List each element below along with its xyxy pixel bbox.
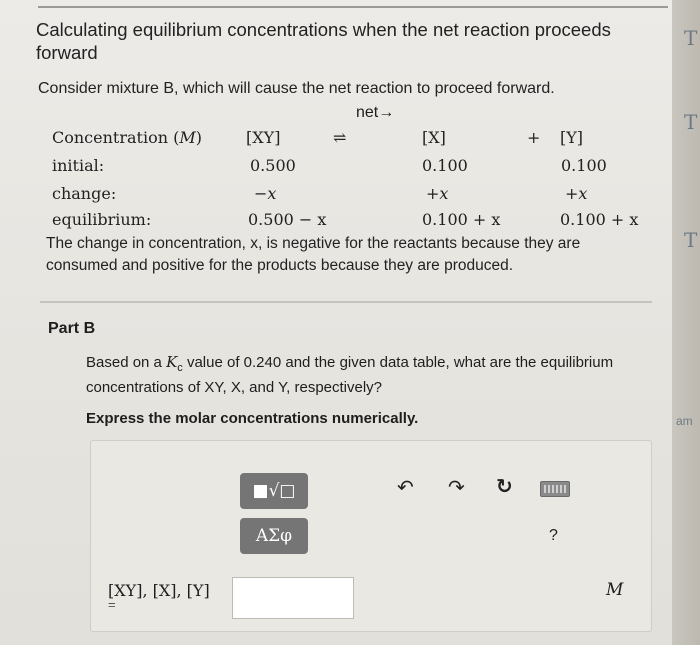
- row-label: change:: [52, 184, 117, 203]
- adjacent-window-strip: [672, 0, 700, 645]
- reset-icon[interactable]: ↻: [496, 476, 513, 498]
- equals-sign: =: [108, 597, 116, 612]
- templates-icon: ■√□: [252, 481, 296, 501]
- net-label: net→: [356, 104, 395, 121]
- redo-icon[interactable]: ↷: [448, 477, 465, 499]
- page-title: Calculating equilibrium concentrations when the net reaction proceeds forward: [36, 19, 611, 63]
- cell-xy: 0.500 − x: [248, 210, 327, 229]
- top-divider: [38, 6, 668, 8]
- edge-glyph: T: [684, 228, 698, 252]
- intro-text: Consider mixture B, which will cause the net reaction to proceed forward.: [38, 80, 555, 97]
- unit-label: M: [606, 580, 624, 600]
- edge-glyph: T: [684, 26, 698, 50]
- section-divider: [40, 301, 652, 303]
- equilibrium-arrow-icon: ⇌: [333, 128, 347, 147]
- header-xy: [XY]: [246, 128, 281, 147]
- table-header-label: Concentration (M): [52, 128, 202, 147]
- keyboard-icon[interactable]: [540, 481, 570, 497]
- cell-x: +x: [426, 184, 449, 203]
- answer-label: [XY], [X], [Y]: [108, 581, 210, 600]
- header-plus: +: [527, 128, 541, 147]
- answer-input[interactable]: [232, 577, 354, 619]
- header-x: [X]: [422, 128, 446, 147]
- part-b-question: Based on a $K_c$ value of 0.240 and the given data table, what are the equilibrium concentrations of XY, X, and Y, respectively?: [86, 353, 614, 396]
- help-button[interactable]: ?: [549, 527, 558, 544]
- cell-xy: −x: [254, 184, 277, 203]
- part-b-instruction: Express the molar concentrations numerically.: [86, 410, 419, 427]
- edge-text: am: [676, 414, 693, 428]
- cell-y: +x: [565, 184, 588, 203]
- cell-y: 0.100 + x: [560, 210, 639, 229]
- templates-button[interactable]: [240, 473, 308, 509]
- undo-icon[interactable]: ↶: [397, 477, 414, 499]
- greek-symbols-button[interactable]: ΑΣφ: [240, 518, 308, 554]
- row-label: initial:: [52, 156, 105, 175]
- row-label: equilibrium:: [52, 210, 152, 229]
- header-y: [Y]: [560, 128, 584, 147]
- cell-xy: 0.500: [250, 156, 296, 175]
- edge-glyph: T: [684, 110, 698, 134]
- cell-x: 0.100: [422, 156, 468, 175]
- cell-y: 0.100: [561, 156, 607, 175]
- cell-x: 0.100 + x: [422, 210, 501, 229]
- part-b-heading: Part B: [48, 320, 96, 337]
- answer-panel: [90, 440, 652, 632]
- explanation-text: The change in concentration, x, is negative for the reactants because they are consumed and positive for the products because they are produced.: [46, 235, 581, 274]
